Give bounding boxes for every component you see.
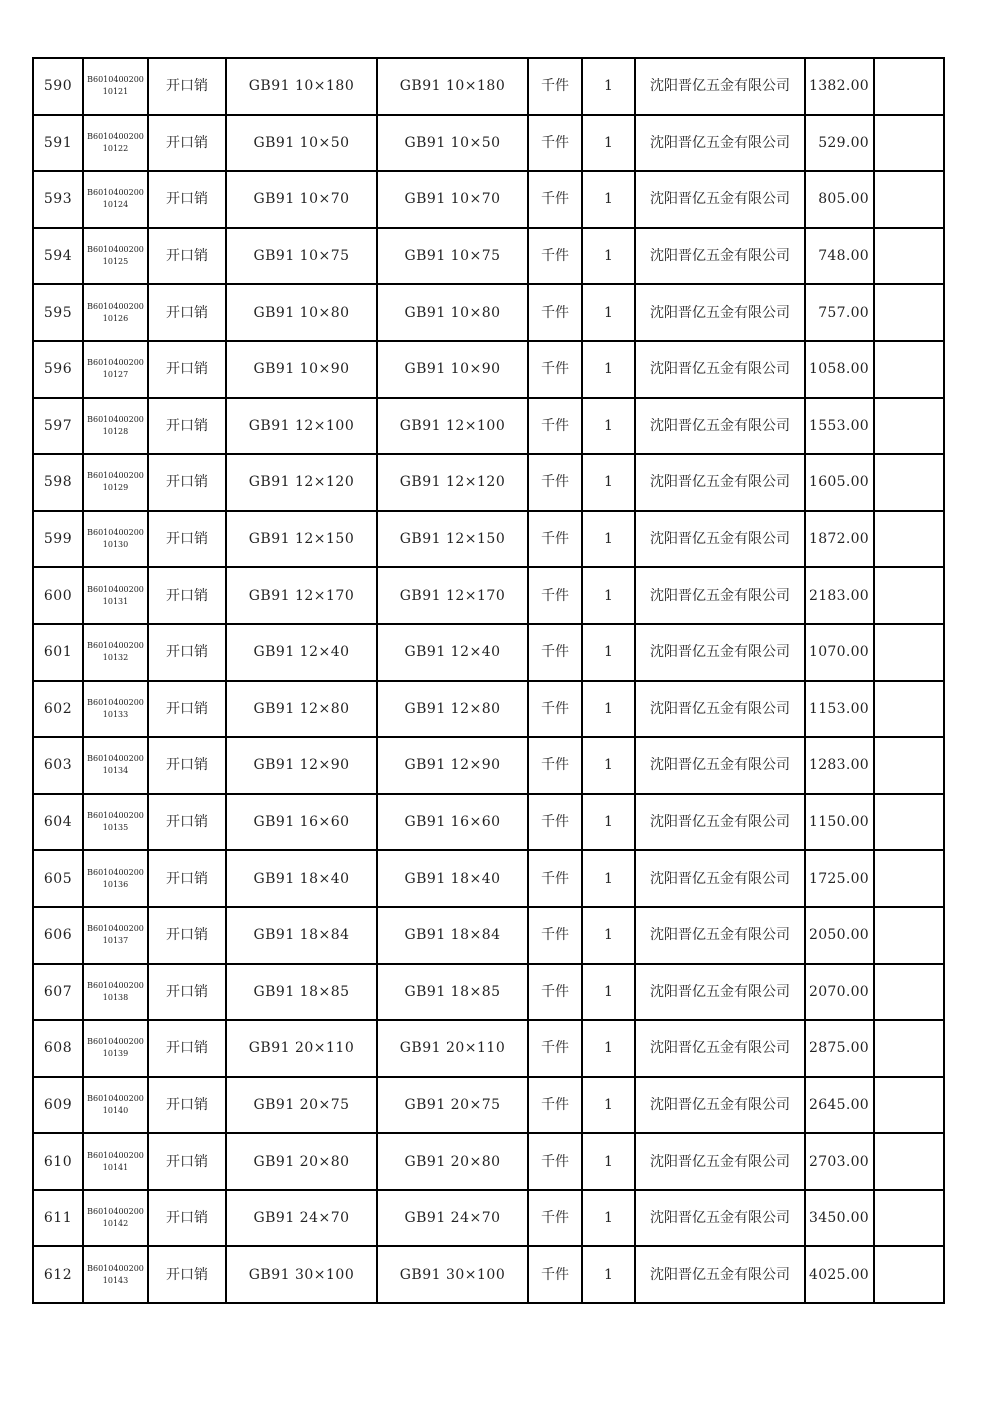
item-name: 开口销 (148, 115, 226, 172)
supplier-name: 沈阳晋亿五金有限公司 (635, 1077, 805, 1134)
row-number: 590 (33, 58, 83, 115)
item-spec: GB91 10×90 (226, 341, 377, 398)
item-unit: 千件 (528, 1246, 582, 1303)
unit-price: 2050.00 (805, 907, 874, 964)
remark-cell (874, 964, 944, 1021)
row-number: 605 (33, 850, 83, 907)
supplier-name: 沈阳晋亿五金有限公司 (635, 454, 805, 511)
table-row (33, 1190, 944, 1247)
item-unit: 千件 (528, 228, 582, 285)
item-spec: GB91 20×75 (226, 1077, 377, 1134)
item-unit: 千件 (528, 398, 582, 455)
item-quantity: 1 (582, 398, 635, 455)
supplier-name: 沈阳晋亿五金有限公司 (635, 284, 805, 341)
item-name: 开口销 (148, 398, 226, 455)
supplier-name: 沈阳晋亿五金有限公司 (635, 341, 805, 398)
item-model: GB91 10×90 (377, 341, 528, 398)
unit-price: 757.00 (805, 284, 874, 341)
material-code: B601040020010124 (83, 171, 148, 228)
item-name: 开口销 (148, 341, 226, 398)
item-spec: GB91 20×110 (226, 1020, 377, 1077)
material-code: B601040020010140 (83, 1077, 148, 1134)
item-quantity: 1 (582, 850, 635, 907)
supplier-name: 沈阳晋亿五金有限公司 (635, 115, 805, 172)
row-number: 607 (33, 964, 83, 1021)
unit-price: 3450.00 (805, 1190, 874, 1247)
material-code: B601040020010130 (83, 511, 148, 568)
material-code: B601040020010143 (83, 1246, 148, 1303)
item-model: GB91 18×84 (377, 907, 528, 964)
item-name: 开口销 (148, 58, 226, 115)
table-row (33, 907, 944, 964)
table-row (33, 850, 944, 907)
material-code: B601040020010134 (83, 737, 148, 794)
item-model: GB91 10×180 (377, 58, 528, 115)
price-list-table (32, 57, 945, 1304)
supplier-name: 沈阳晋亿五金有限公司 (635, 567, 805, 624)
material-code: B601040020010132 (83, 624, 148, 681)
item-name: 开口销 (148, 567, 226, 624)
supplier-name: 沈阳晋亿五金有限公司 (635, 794, 805, 851)
item-name: 开口销 (148, 1246, 226, 1303)
item-quantity: 1 (582, 115, 635, 172)
item-quantity: 1 (582, 1190, 635, 1247)
table-row (33, 115, 944, 172)
table-row (33, 681, 944, 738)
unit-price: 1872.00 (805, 511, 874, 568)
item-spec: GB91 30×100 (226, 1246, 377, 1303)
item-quantity: 1 (582, 567, 635, 624)
supplier-name: 沈阳晋亿五金有限公司 (635, 1190, 805, 1247)
item-model: GB91 12×100 (377, 398, 528, 455)
item-model: GB91 10×50 (377, 115, 528, 172)
remark-cell (874, 1190, 944, 1247)
item-spec: GB91 12×40 (226, 624, 377, 681)
material-code: B601040020010135 (83, 794, 148, 851)
material-code: B601040020010131 (83, 567, 148, 624)
supplier-name: 沈阳晋亿五金有限公司 (635, 964, 805, 1021)
table-row (33, 398, 944, 455)
unit-price: 748.00 (805, 228, 874, 285)
item-name: 开口销 (148, 624, 226, 681)
material-code: B601040020010122 (83, 115, 148, 172)
remark-cell (874, 1246, 944, 1303)
remark-cell (874, 398, 944, 455)
remark-cell (874, 1077, 944, 1134)
table-row (33, 964, 944, 1021)
item-model: GB91 12×150 (377, 511, 528, 568)
item-unit: 千件 (528, 58, 582, 115)
supplier-name: 沈阳晋亿五金有限公司 (635, 171, 805, 228)
row-number: 609 (33, 1077, 83, 1134)
remark-cell (874, 907, 944, 964)
item-quantity: 1 (582, 58, 635, 115)
row-number: 600 (33, 567, 83, 624)
unit-price: 1150.00 (805, 794, 874, 851)
item-unit: 千件 (528, 284, 582, 341)
unit-price: 2703.00 (805, 1133, 874, 1190)
supplier-name: 沈阳晋亿五金有限公司 (635, 58, 805, 115)
item-quantity: 1 (582, 907, 635, 964)
item-model: GB91 24×70 (377, 1190, 528, 1247)
row-number: 603 (33, 737, 83, 794)
unit-price: 1382.00 (805, 58, 874, 115)
item-unit: 千件 (528, 1020, 582, 1077)
item-model: GB91 12×170 (377, 567, 528, 624)
table-row (33, 1020, 944, 1077)
item-model: GB91 18×85 (377, 964, 528, 1021)
item-spec: GB91 16×60 (226, 794, 377, 851)
item-spec: GB91 10×75 (226, 228, 377, 285)
remark-cell (874, 567, 944, 624)
item-spec: GB91 12×170 (226, 567, 377, 624)
unit-price: 4025.00 (805, 1246, 874, 1303)
table-row (33, 794, 944, 851)
unit-price: 1283.00 (805, 737, 874, 794)
remark-cell (874, 228, 944, 285)
row-number: 593 (33, 171, 83, 228)
item-spec: GB91 18×85 (226, 964, 377, 1021)
unit-price: 1553.00 (805, 398, 874, 455)
table-row (33, 624, 944, 681)
item-model: GB91 10×80 (377, 284, 528, 341)
item-unit: 千件 (528, 171, 582, 228)
item-unit: 千件 (528, 511, 582, 568)
item-model: GB91 12×120 (377, 454, 528, 511)
remark-cell (874, 681, 944, 738)
item-unit: 千件 (528, 567, 582, 624)
item-quantity: 1 (582, 1133, 635, 1190)
item-spec: GB91 10×80 (226, 284, 377, 341)
item-model: GB91 20×80 (377, 1133, 528, 1190)
material-code: B601040020010126 (83, 284, 148, 341)
item-quantity: 1 (582, 511, 635, 568)
item-spec: GB91 12×100 (226, 398, 377, 455)
item-quantity: 1 (582, 228, 635, 285)
row-number: 604 (33, 794, 83, 851)
unit-price: 1605.00 (805, 454, 874, 511)
item-spec: GB91 24×70 (226, 1190, 377, 1247)
item-name: 开口销 (148, 511, 226, 568)
item-model: GB91 16×60 (377, 794, 528, 851)
item-unit: 千件 (528, 1190, 582, 1247)
item-model: GB91 12×90 (377, 737, 528, 794)
item-spec: GB91 18×84 (226, 907, 377, 964)
item-unit: 千件 (528, 907, 582, 964)
supplier-name: 沈阳晋亿五金有限公司 (635, 228, 805, 285)
material-code: B601040020010139 (83, 1020, 148, 1077)
item-name: 开口销 (148, 681, 226, 738)
item-quantity: 1 (582, 1077, 635, 1134)
unit-price: 1070.00 (805, 624, 874, 681)
item-name: 开口销 (148, 228, 226, 285)
table-row (33, 1077, 944, 1134)
supplier-name: 沈阳晋亿五金有限公司 (635, 1246, 805, 1303)
unit-price: 1725.00 (805, 850, 874, 907)
item-unit: 千件 (528, 624, 582, 681)
item-name: 开口销 (148, 964, 226, 1021)
item-unit: 千件 (528, 341, 582, 398)
supplier-name: 沈阳晋亿五金有限公司 (635, 681, 805, 738)
remark-cell (874, 1020, 944, 1077)
row-number: 596 (33, 341, 83, 398)
material-code: B601040020010129 (83, 454, 148, 511)
item-unit: 千件 (528, 964, 582, 1021)
item-quantity: 1 (582, 681, 635, 738)
material-code: B601040020010137 (83, 907, 148, 964)
item-name: 开口销 (148, 737, 226, 794)
item-unit: 千件 (528, 794, 582, 851)
remark-cell (874, 1133, 944, 1190)
row-number: 597 (33, 398, 83, 455)
supplier-name: 沈阳晋亿五金有限公司 (635, 511, 805, 568)
item-model: GB91 12×80 (377, 681, 528, 738)
unit-price: 1153.00 (805, 681, 874, 738)
item-name: 开口销 (148, 1190, 226, 1247)
material-code: B601040020010133 (83, 681, 148, 738)
item-name: 开口销 (148, 1020, 226, 1077)
remark-cell (874, 794, 944, 851)
material-code: B601040020010125 (83, 228, 148, 285)
remark-cell (874, 850, 944, 907)
material-code: B601040020010141 (83, 1133, 148, 1190)
supplier-name: 沈阳晋亿五金有限公司 (635, 624, 805, 681)
item-unit: 千件 (528, 737, 582, 794)
item-spec: GB91 12×80 (226, 681, 377, 738)
table-row (33, 737, 944, 794)
item-spec: GB91 12×150 (226, 511, 377, 568)
unit-price: 1058.00 (805, 341, 874, 398)
row-number: 591 (33, 115, 83, 172)
row-number: 599 (33, 511, 83, 568)
item-quantity: 1 (582, 737, 635, 794)
item-quantity: 1 (582, 794, 635, 851)
table-body (33, 58, 944, 1303)
item-quantity: 1 (582, 624, 635, 681)
supplier-name: 沈阳晋亿五金有限公司 (635, 398, 805, 455)
supplier-name: 沈阳晋亿五金有限公司 (635, 1133, 805, 1190)
row-number: 602 (33, 681, 83, 738)
item-spec: GB91 12×120 (226, 454, 377, 511)
item-name: 开口销 (148, 1077, 226, 1134)
item-unit: 千件 (528, 115, 582, 172)
item-name: 开口销 (148, 454, 226, 511)
item-model: GB91 10×75 (377, 228, 528, 285)
remark-cell (874, 115, 944, 172)
remark-cell (874, 624, 944, 681)
item-model: GB91 20×75 (377, 1077, 528, 1134)
unit-price: 2070.00 (805, 964, 874, 1021)
item-spec: GB91 10×180 (226, 58, 377, 115)
item-model: GB91 20×110 (377, 1020, 528, 1077)
material-code: B601040020010138 (83, 964, 148, 1021)
item-name: 开口销 (148, 850, 226, 907)
item-quantity: 1 (582, 1246, 635, 1303)
unit-price: 529.00 (805, 115, 874, 172)
remark-cell (874, 737, 944, 794)
unit-price: 2645.00 (805, 1077, 874, 1134)
table-row (33, 58, 944, 115)
remark-cell (874, 58, 944, 115)
row-number: 595 (33, 284, 83, 341)
table-row (33, 228, 944, 285)
item-name: 开口销 (148, 171, 226, 228)
remark-cell (874, 511, 944, 568)
item-spec: GB91 12×90 (226, 737, 377, 794)
item-unit: 千件 (528, 1133, 582, 1190)
item-unit: 千件 (528, 850, 582, 907)
table-row (33, 454, 944, 511)
row-number: 610 (33, 1133, 83, 1190)
item-unit: 千件 (528, 681, 582, 738)
item-name: 开口销 (148, 907, 226, 964)
remark-cell (874, 171, 944, 228)
item-quantity: 1 (582, 454, 635, 511)
item-quantity: 1 (582, 341, 635, 398)
item-quantity: 1 (582, 1020, 635, 1077)
item-name: 开口销 (148, 1133, 226, 1190)
row-number: 606 (33, 907, 83, 964)
item-model: GB91 18×40 (377, 850, 528, 907)
item-spec: GB91 10×70 (226, 171, 377, 228)
row-number: 612 (33, 1246, 83, 1303)
item-model: GB91 10×70 (377, 171, 528, 228)
table-row (33, 1133, 944, 1190)
material-code: B601040020010142 (83, 1190, 148, 1247)
supplier-name: 沈阳晋亿五金有限公司 (635, 907, 805, 964)
supplier-name: 沈阳晋亿五金有限公司 (635, 850, 805, 907)
table-row (33, 567, 944, 624)
item-quantity: 1 (582, 284, 635, 341)
material-code: B601040020010121 (83, 58, 148, 115)
remark-cell (874, 341, 944, 398)
item-name: 开口销 (148, 794, 226, 851)
item-spec: GB91 20×80 (226, 1133, 377, 1190)
table-row (33, 171, 944, 228)
supplier-name: 沈阳晋亿五金有限公司 (635, 1020, 805, 1077)
table-row (33, 284, 944, 341)
remark-cell (874, 454, 944, 511)
row-number: 611 (33, 1190, 83, 1247)
unit-price: 2183.00 (805, 567, 874, 624)
item-quantity: 1 (582, 964, 635, 1021)
item-name: 开口销 (148, 284, 226, 341)
item-model: GB91 12×40 (377, 624, 528, 681)
unit-price: 2875.00 (805, 1020, 874, 1077)
item-spec: GB91 18×40 (226, 850, 377, 907)
item-quantity: 1 (582, 171, 635, 228)
item-unit: 千件 (528, 454, 582, 511)
item-spec: GB91 10×50 (226, 115, 377, 172)
table-row (33, 1246, 944, 1303)
row-number: 594 (33, 228, 83, 285)
table-row (33, 341, 944, 398)
material-code: B601040020010128 (83, 398, 148, 455)
remark-cell (874, 284, 944, 341)
row-number: 598 (33, 454, 83, 511)
material-code: B601040020010136 (83, 850, 148, 907)
table-row (33, 511, 944, 568)
supplier-name: 沈阳晋亿五金有限公司 (635, 737, 805, 794)
material-code: B601040020010127 (83, 341, 148, 398)
row-number: 601 (33, 624, 83, 681)
row-number: 608 (33, 1020, 83, 1077)
item-model: GB91 30×100 (377, 1246, 528, 1303)
item-unit: 千件 (528, 1077, 582, 1134)
unit-price: 805.00 (805, 171, 874, 228)
